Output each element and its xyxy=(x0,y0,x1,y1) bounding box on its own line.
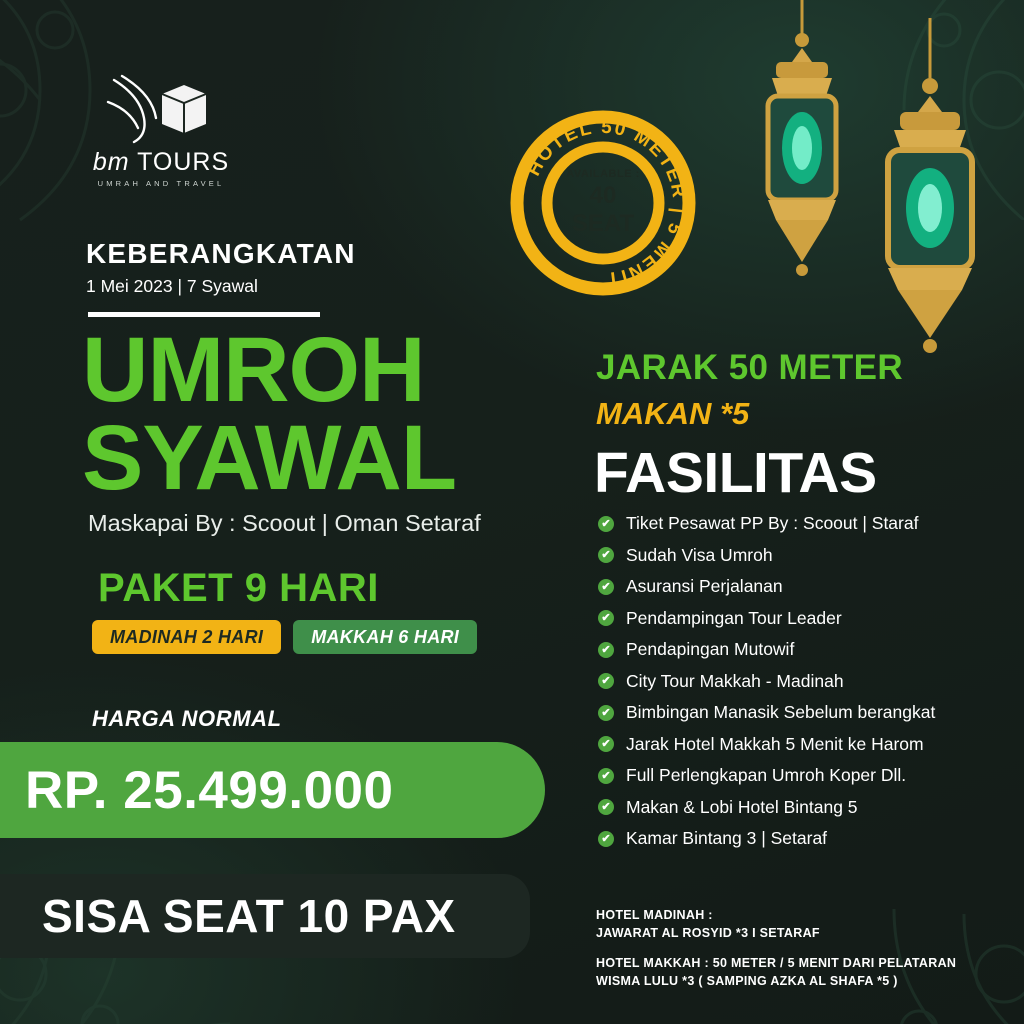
facilities-list xyxy=(598,508,998,855)
price-banner xyxy=(0,742,545,838)
check-icon: ✔ xyxy=(598,579,614,595)
facility-label: Pendampingan Tour Leader xyxy=(626,607,842,628)
check-icon: ✔ xyxy=(598,547,614,563)
facility-label: Jarak Hotel Makkah 5 Menit ke Harom xyxy=(626,733,924,754)
departure-title: KEBERANGKATAN xyxy=(86,238,356,269)
meals-heading: MAKAN *5 xyxy=(596,396,750,431)
page-title xyxy=(82,319,457,510)
badge-available-label: AVAILABLE : xyxy=(566,168,640,180)
badge-inner xyxy=(557,168,650,238)
check-icon: ✔ xyxy=(598,799,614,815)
hotel-madinah-label: HOTEL MADINAH : xyxy=(596,908,713,922)
city-chips xyxy=(92,620,477,654)
lantern-icon-right xyxy=(862,18,998,383)
page-title-line2: SYAWAL xyxy=(82,407,457,510)
normal-price-label: HARGA NORMAL xyxy=(92,706,282,731)
badge-seat-count: 40 SEAT xyxy=(571,182,635,237)
list-item xyxy=(598,792,998,824)
svg-text:HOTEL 50 METER | 5 MENIT: HOTEL 50 METER | 5 MENIT xyxy=(523,116,690,290)
list-item xyxy=(598,729,998,761)
facility-label: Kamar Bintang 3 | Setaraf xyxy=(626,828,828,849)
check-icon: ✔ xyxy=(598,610,614,626)
brand-logo xyxy=(86,72,236,192)
availability-badge xyxy=(510,110,696,296)
facility-label: Tiket Pesawat PP By : Scoout | Staraf xyxy=(626,513,919,534)
check-icon: ✔ xyxy=(598,673,614,689)
list-item xyxy=(598,697,998,729)
list-item xyxy=(598,823,998,855)
list-item xyxy=(598,634,998,666)
chip-madinah: MADINAH 2 HARI xyxy=(92,620,281,654)
hotel-makkah-value: WISMA LULU *3 ( SAMPING AZKA AL SHAFA *5 ) xyxy=(596,974,898,989)
departure-date: 1 Mei 2023 | 7 Syawal xyxy=(86,276,258,296)
page-title-line1: UMROH xyxy=(82,319,425,421)
hotel-details xyxy=(596,906,956,991)
check-icon: ✔ xyxy=(598,768,614,784)
hotel-makkah-label: HOTEL MAKKAH : 50 METER / 5 MENIT DARI PELATARAN xyxy=(596,956,957,971)
brand-name xyxy=(86,148,236,177)
facility-label: Full Perlengkapan Umroh Koper Dll. xyxy=(626,765,907,786)
list-item xyxy=(598,571,998,603)
check-icon: ✔ xyxy=(598,831,614,847)
brand-name-bm: bm xyxy=(92,148,130,176)
facilities-title: FASILITAS xyxy=(594,441,877,505)
package-duration: PAKET 9 HARI xyxy=(98,566,379,610)
list-item xyxy=(598,508,998,540)
check-icon: ✔ xyxy=(598,705,614,721)
list-item xyxy=(598,666,998,698)
facility-label: Bimbingan Manasik Sebelum berangkat xyxy=(626,702,936,723)
kaaba-logo-icon xyxy=(86,72,236,146)
list-item xyxy=(598,603,998,635)
divider-rule xyxy=(88,312,320,317)
list-item xyxy=(598,760,998,792)
airline-text: Maskapai By : Scoout | Oman Setaraf xyxy=(88,510,481,536)
chip-makkah: MAKKAH 6 HARI xyxy=(293,620,477,654)
facility-label: Makan & Lobi Hotel Bintang 5 xyxy=(626,796,858,817)
brand-name-tours: TOURS xyxy=(137,148,230,176)
seats-banner xyxy=(0,874,530,958)
facility-label: Sudah Visa Umroh xyxy=(626,544,773,565)
facility-label: Asuransi Perjalanan xyxy=(626,576,783,597)
seats-left-value: SISA SEAT 10 PAX xyxy=(42,890,456,942)
facility-label: City Tour Makkah - Madinah xyxy=(626,670,844,691)
lantern-icon-left xyxy=(742,0,862,325)
list-item xyxy=(598,540,998,572)
check-icon: ✔ xyxy=(598,736,614,752)
distance-heading: JARAK 50 METER xyxy=(596,348,904,387)
facility-label: Pendapingan Mutowif xyxy=(626,639,795,660)
brand-tagline: UMRAH AND TRAVEL xyxy=(97,179,225,188)
hotel-madinah-value: JAWARAT AL ROSYID *3 I SETARAF xyxy=(596,926,820,941)
check-icon: ✔ xyxy=(598,516,614,532)
price-value: RP. 25.499.000 xyxy=(25,760,394,820)
check-icon: ✔ xyxy=(598,642,614,658)
